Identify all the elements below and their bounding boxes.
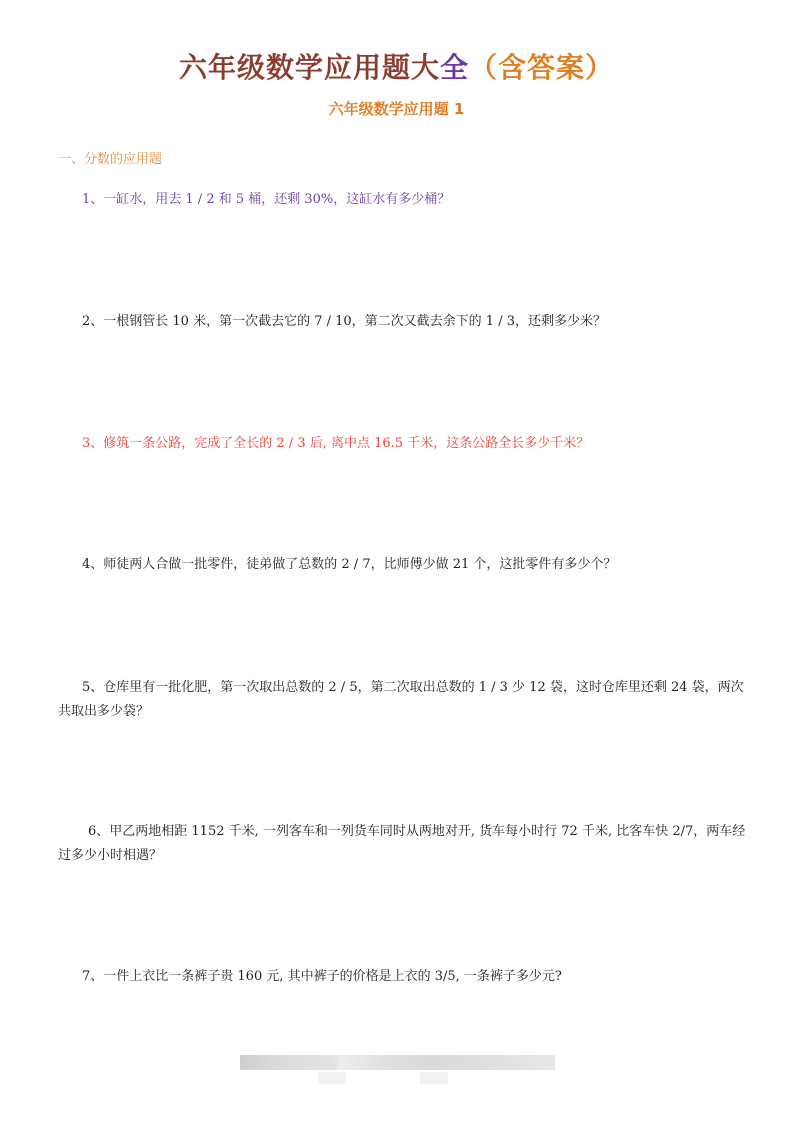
footer-smudge <box>420 1072 448 1084</box>
title-accent: 全 <box>439 51 469 84</box>
document-title <box>0 48 793 88</box>
document-subtitle: 六年级数学应用题 1 <box>328 100 465 118</box>
question-3: 3、修筑一条公路，完成了全长的 2 / 3 后, 离中点 16.5 千米，这条公路全长多少千米？ <box>82 436 590 451</box>
title-main: 六年级数学应用题大 <box>178 51 440 84</box>
question-1: 1、一缸水，用去 1 / 2 和 5 桶，还剩 30%，这缸水有多少桶？ <box>82 192 451 207</box>
question-7: 7、一件上衣比一条裤子贵 160 元, 其中裤子的价格是上衣的 3/5, 一条裤子多少元? <box>82 969 562 984</box>
question-6: 6、甲乙两地相距 1152 千米, 一列客车和一列货车同时从两地对开, 货车每小时行 72 千米, 比客车快 2/7，两车经过多少小时相遇？ <box>58 824 746 863</box>
question-4: 4、师徒两人合做一批零件，徒弟做了总数的 2 / 7，比师傅少做 21 个，这批零件有多少个？ <box>82 557 617 572</box>
question-5: 5、仓库里有一批化肥，第一次取出总数的 2 / 5，第二次取出总数的 1 / 3 少 12 袋，这时仓库里还剩 24 袋，两次共取出多少袋？ <box>58 680 744 719</box>
footer-smudge <box>318 1072 346 1084</box>
blurred-footer-watermark <box>240 1055 555 1070</box>
section-heading: 一、分数的应用题 <box>58 152 163 167</box>
question-2: 2、一根钢管长 10 米，第一次截去它的 7 / 10，第二次又截去余下的 1 / 3，还剩多少米？ <box>82 314 606 329</box>
title-with-answers: （含答案） <box>469 51 615 84</box>
